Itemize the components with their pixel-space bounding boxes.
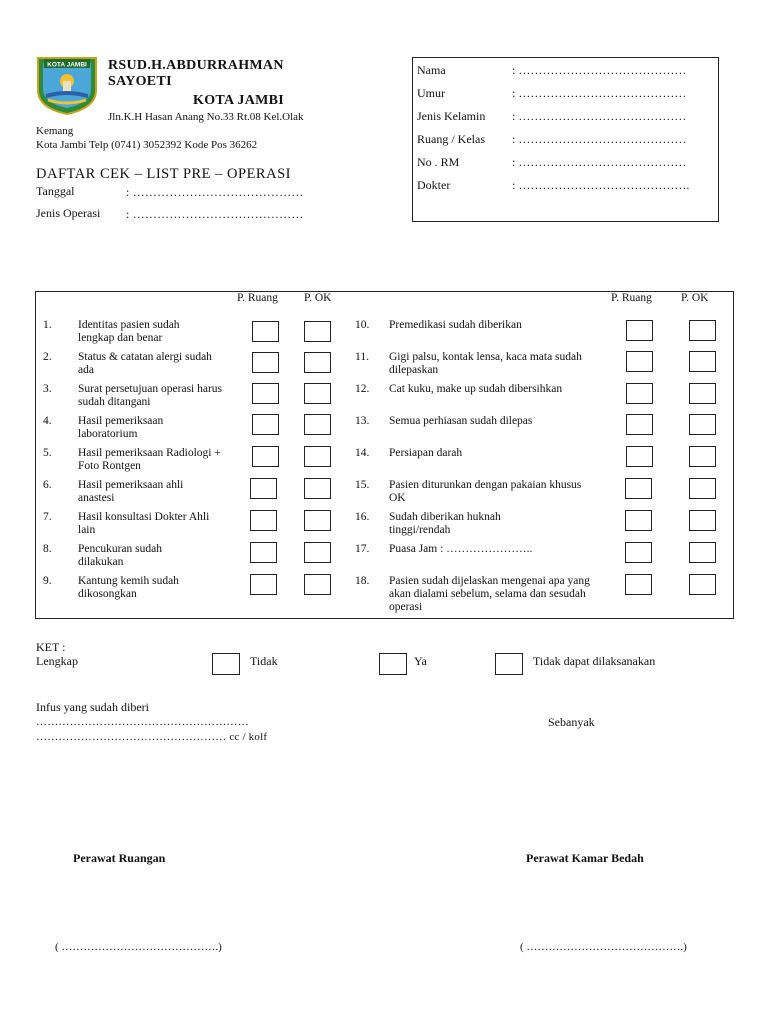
patient-field-ruang-kelas: [417, 132, 686, 147]
item-text: Persiapan darah: [389, 447, 463, 459]
item-text: Premedikasi sudah diberikan: [389, 319, 522, 331]
item-number: 17.: [355, 543, 370, 555]
checkbox-p-ok[interactable]: [304, 352, 331, 373]
item-text: Pasien sudah dijelaskan mengenai apa yang akan dialami sebelum, selama dan sesudah operasi: [389, 575, 590, 613]
item-text: Surat persetujuan operasi harus sudah ditangani: [78, 383, 223, 408]
item-number: 11.: [355, 351, 369, 363]
checkbox-p-ruang[interactable]: [625, 542, 652, 563]
item-text: Pasien diturunkan dengan pakaian khusus OK: [389, 479, 582, 504]
item-number: 5.: [43, 447, 52, 459]
checkbox-p-ruang[interactable]: [252, 414, 279, 435]
signature-perawat-ruangan-title: Perawat Ruangan: [73, 851, 166, 865]
item-text: Hasil pemeriksaan Radiologi + Foto Rontgen: [78, 447, 221, 472]
ket-lengkap-label: Lengkap: [36, 654, 78, 668]
item-number: 14.: [355, 447, 370, 459]
checkbox-p-ruang[interactable]: [250, 574, 277, 595]
item-number: 2.: [43, 351, 52, 363]
patient-field-value[interactable]: : ……………………………………: [512, 155, 687, 169]
ket-ya-label: Ya: [414, 654, 427, 668]
item-text: Gigi palsu, kontak lensa, kaca mata sudah dilepaskan: [389, 351, 582, 376]
checkbox-p-ok[interactable]: [304, 383, 331, 404]
address-line1: Jln.K.H Hasan Anang No.33 Rt.08 Kel.Olak: [108, 111, 304, 123]
item-number: 10.: [355, 319, 370, 331]
patient-field-value[interactable]: : ……………………………………: [512, 109, 687, 123]
item-text: Kantung kemih sudah dikosongkan: [78, 575, 179, 600]
hospital-name-line2: SAYOETI: [108, 74, 172, 89]
field-tanggal-value[interactable]: : ……………………………………: [126, 185, 304, 199]
checkbox-p-ok[interactable]: [689, 542, 716, 563]
ket-ya-checkbox[interactable]: [495, 653, 523, 675]
infus-label: Infus yang sudah diberi: [36, 700, 149, 714]
field-jenis-operasi-value[interactable]: : ……………………………………: [126, 207, 304, 221]
sebanyak-label: Sebanyak: [548, 715, 595, 729]
checkbox-p-ok[interactable]: [689, 320, 716, 341]
checkbox-p-ok[interactable]: [689, 478, 716, 499]
checkbox-p-ruang[interactable]: [252, 446, 279, 467]
checkbox-p-ok[interactable]: [304, 542, 331, 563]
item-number: 18.: [355, 575, 370, 587]
checkbox-p-ruang[interactable]: [252, 383, 279, 404]
patient-field-dokter: [417, 178, 689, 193]
hospital-name: [108, 58, 284, 90]
checkbox-p-ruang[interactable]: [252, 352, 279, 373]
item-text: Semua perhiasan sudah dilepas: [389, 415, 533, 427]
patient-field-label: Nama: [417, 63, 446, 77]
item-text: Sudah diberikan huknah tinggi/rendah: [389, 511, 501, 536]
item-number: 3.: [43, 383, 52, 395]
checkbox-p-ruang[interactable]: [626, 383, 653, 404]
item-number: 16.: [355, 511, 370, 523]
item-number: 6.: [43, 479, 52, 491]
checkbox-p-ruang[interactable]: [250, 510, 277, 531]
patient-field-no-rm: [417, 155, 686, 170]
item-number: 9.: [43, 575, 52, 587]
patient-field-label: No . RM: [417, 155, 460, 169]
signature-line-left[interactable]: ( …………………………………….): [55, 941, 222, 953]
patient-field-label: Ruang / Kelas: [417, 132, 485, 146]
checkbox-p-ruang[interactable]: [626, 320, 653, 341]
item-number: 7.: [43, 511, 52, 523]
checkbox-p-ok[interactable]: [304, 574, 331, 595]
item-number: 13.: [355, 415, 370, 427]
form-title: DAFTAR CEK – LIST PRE – OPERASI: [36, 166, 291, 182]
checkbox-p-ok[interactable]: [689, 383, 716, 404]
pre-op-checklist: [35, 291, 734, 619]
checkbox-p-ruang[interactable]: [250, 542, 277, 563]
checkbox-p-ruang[interactable]: [250, 478, 277, 499]
checkbox-p-ok[interactable]: [689, 446, 716, 467]
item-text: Pencukuran sudah dilakukan: [78, 543, 162, 568]
checkbox-p-ok[interactable]: [689, 574, 716, 595]
ket-tidak-label: Tidak: [250, 654, 278, 668]
signature-perawat-kamar-bedah-title: Perawat Kamar Bedah: [526, 851, 644, 865]
patient-field-value[interactable]: : …………………………………….: [512, 178, 690, 192]
ket-lengkap-checkbox[interactable]: [212, 653, 240, 675]
patient-field-nama: [417, 63, 686, 78]
patient-field-value[interactable]: : ……………………………………: [512, 132, 687, 146]
col-header-p-ok-right: P. OK: [681, 292, 709, 304]
checkbox-p-ok[interactable]: [304, 510, 331, 531]
item-text: Hasil konsultasi Dokter Ahli lain: [78, 511, 210, 536]
checkbox-p-ok[interactable]: [304, 478, 331, 499]
col-header-p-ruang-left: P. Ruang: [237, 292, 278, 304]
patient-field-label: Umur: [417, 86, 445, 100]
checkbox-p-ruang[interactable]: [626, 446, 653, 467]
item-text: Status & catatan alergi sudah ada: [78, 351, 212, 376]
svg-text:KOTA JAMBI: KOTA JAMBI: [47, 61, 87, 69]
checkbox-p-ruang[interactable]: [626, 351, 653, 372]
col-header-p-ok-left: P. OK: [304, 292, 332, 304]
checkbox-p-ok[interactable]: [689, 414, 716, 435]
patient-field-label: Jenis Kelamin: [417, 109, 486, 123]
hospital-city: KOTA JAMBI: [193, 93, 285, 108]
ket-tidak-dapat-label: Tidak dapat dilaksanakan: [533, 654, 656, 668]
field-tanggal-label: Tanggal: [36, 184, 75, 198]
address-line2: Kemang: [36, 125, 74, 137]
item-text: Identitas pasien sudah lengkap dan benar: [78, 319, 180, 344]
ket-label: KET :: [36, 640, 66, 654]
checkbox-p-ruang[interactable]: [252, 321, 279, 342]
checkbox-p-ok[interactable]: [689, 510, 716, 531]
checkbox-p-ok[interactable]: [304, 414, 331, 435]
col-header-p-ruang-right: P. Ruang: [611, 292, 652, 304]
patient-field-umur: [417, 86, 686, 101]
item-number: 15.: [355, 479, 370, 491]
checkbox-p-ruang[interactable]: [625, 510, 652, 531]
checkbox-p-ok[interactable]: [304, 321, 331, 342]
item-text: Hasil pemeriksaan laboratorium: [78, 415, 164, 440]
item-text: Hasil pemeriksaan ahli anastesi: [78, 479, 184, 504]
signature-line-right[interactable]: ( …………………………………….): [520, 941, 687, 953]
infus-line-1[interactable]: …………………………………………………: [36, 716, 249, 728]
hospital-address: [36, 110, 356, 152]
patient-field-label: Dokter: [417, 178, 451, 192]
item-number: 1.: [43, 319, 52, 331]
item-text[interactable]: Puasa Jam : …………………..: [389, 543, 533, 555]
item-number: 12.: [355, 383, 370, 395]
checkbox-p-ok[interactable]: [304, 446, 331, 467]
patient-field-jenis-kelamin: [417, 109, 686, 124]
checkbox-p-ruang[interactable]: [625, 478, 652, 499]
patient-field-value[interactable]: : ……………………………………: [512, 63, 687, 77]
item-number: 4.: [43, 415, 52, 427]
hospital-name-line1: RSUD.H.ABDURRAHMAN: [108, 58, 284, 73]
field-jenis-operasi-label: Jenis Operasi: [36, 206, 101, 220]
item-number: 8.: [43, 543, 52, 555]
patient-field-value[interactable]: : ……………………………………: [512, 86, 687, 100]
item-text: Cat kuku, make up sudah dibersihkan: [389, 383, 563, 395]
infus-line-2[interactable]: …………………………………………… cc / kolf: [36, 731, 268, 743]
ket-tidak-checkbox[interactable]: [379, 653, 407, 675]
city-logo: [34, 54, 100, 116]
address-line3: Kota Jambi Telp (0741) 3052392 Kode Pos 36262: [36, 139, 258, 151]
checkbox-p-ok[interactable]: [689, 351, 716, 372]
checkbox-p-ruang[interactable]: [625, 574, 652, 595]
patient-info-box: [412, 57, 719, 222]
checkbox-p-ruang[interactable]: [626, 414, 653, 435]
